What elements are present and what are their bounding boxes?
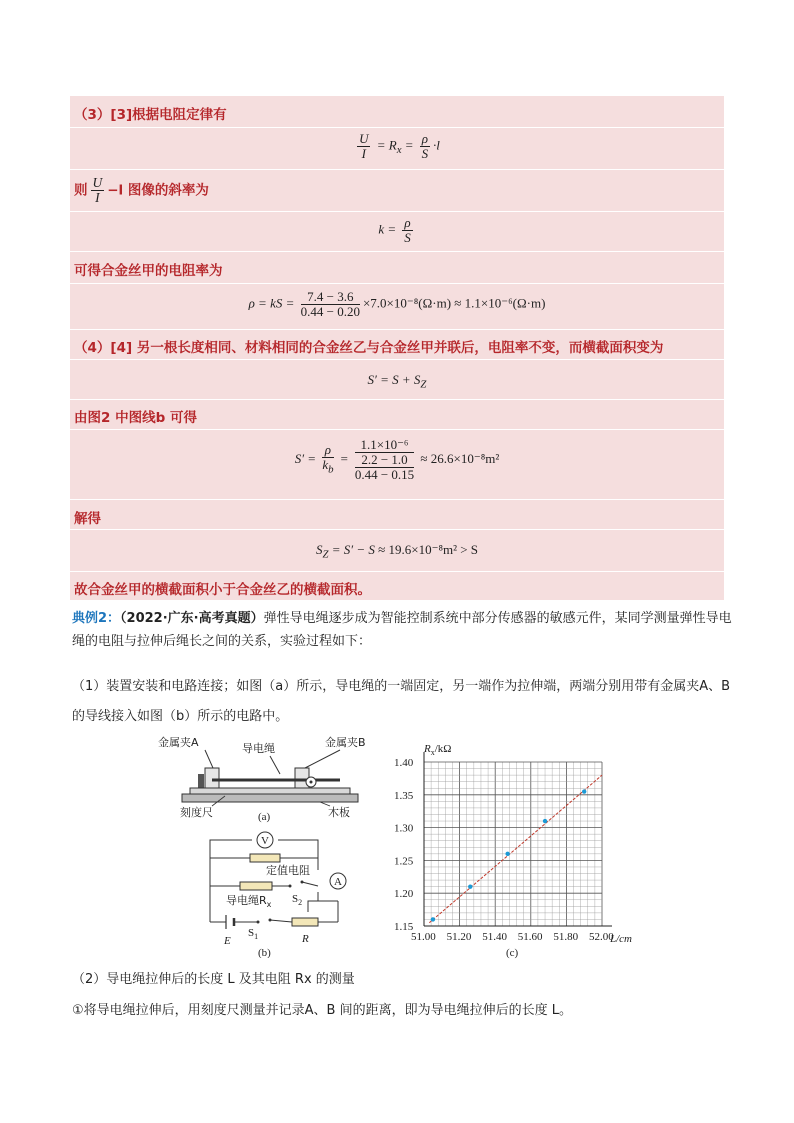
- data-point: [431, 917, 435, 921]
- solution-row: [70, 251, 724, 283]
- equation-5: S′ = $\frac{\rho}{k_b}$ = $\frac{\text{1.1×10⁻⁶}}{\frac{2.2 - 1.0}{0.44 - 0.15}}$ ≈ 26.6×10⁻⁸m²: [294, 437, 500, 482]
- solution-row: [70, 529, 724, 571]
- board: [182, 794, 358, 802]
- solution-row: [70, 399, 724, 429]
- part4-heading: （4）[4] 另一根长度相同、材料相同的合金丝乙与合金丝甲并联后，电阻率不变，而横截面积变为: [74, 340, 664, 356]
- board-label: 木板: [328, 806, 350, 819]
- example-source: （2022·广东·高考真题）: [120, 611, 264, 626]
- y-axis-label: $R_x/k\Omega$: [424, 743, 452, 757]
- svg-text:A: A: [334, 876, 342, 888]
- fixed-resistor: [250, 854, 280, 862]
- rope-resistor-label: 导电绳$R_x$: [226, 894, 272, 909]
- clip-a-label: 金属夹A: [158, 736, 199, 749]
- solution-row: [70, 283, 724, 329]
- fixed-resistor-label: 定值电阻: [266, 864, 310, 877]
- solution-panel: [70, 95, 724, 600]
- rope-pointer: [270, 756, 280, 774]
- fit-line-group: [429, 775, 602, 923]
- solution-row: [70, 359, 724, 399]
- x-tick-label: 52.00: [589, 931, 614, 943]
- solution-row: [70, 169, 724, 211]
- example-intro-text: 弹性导电绳逐步成为智能控制系统中部分传感器的敏感元件，某同学测量弹性导电绳的电阻与拉伸后绳长之间的关系，实验过程如下：: [72, 611, 732, 649]
- clip-a-wire: [205, 750, 213, 768]
- y-tick-label: 1.25: [394, 855, 414, 868]
- data-point: [505, 852, 509, 856]
- ruler: [190, 788, 350, 794]
- x-tick-label: 51.20: [446, 931, 472, 943]
- data-point: [582, 789, 586, 793]
- solution-row: [70, 95, 724, 127]
- chart-axes: [394, 752, 614, 943]
- solution-row: [70, 429, 724, 499]
- equation-6: $S_Z = S' - S \approx 19.6\times 10^{-8}m^2 > S$: [315, 542, 479, 561]
- solution-row: [70, 499, 724, 529]
- x-tick-label: 51.40: [482, 931, 507, 943]
- step2a-text: ①将导电绳拉伸后，用刻度尺测量并记录A、B 间的距离，即为导电绳拉伸后的长度 L。: [72, 1003, 572, 1018]
- figure-c-chart: [388, 736, 648, 962]
- example-intro: [72, 607, 732, 653]
- x-tick-label: 51.00: [411, 931, 436, 943]
- clip-b-label: 金属夹B: [325, 736, 366, 749]
- figure-b-circuit: [180, 826, 370, 958]
- x-tick-label: 51.80: [553, 931, 579, 943]
- y-tick-label: 1.15: [394, 921, 414, 933]
- rheostat-label: R: [302, 933, 309, 945]
- part3-heading: （3）[3]根据电阻定律有: [74, 107, 227, 123]
- figure-a-caption: (a): [258, 811, 271, 823]
- step1-text: （1）装置安装和电路连接；如图（a）所示，导电绳的一端固定，另一端作为拉伸端，两端分别用带有金属夹A、B 的导线接入如图（b）所示的电路中。: [72, 679, 731, 724]
- x-axis-label: L/cm: [610, 933, 632, 945]
- figure-b-caption: (b): [258, 947, 271, 958]
- solution-row: [70, 211, 724, 251]
- fit-line: [429, 775, 602, 923]
- svg-text:V: V: [261, 835, 269, 847]
- data-point: [468, 884, 472, 888]
- equation-1: $\frac{U}{I}$ = $R_x$ = $\frac{\rho}{S}$ ·l: [359, 131, 440, 161]
- example-label: 典例2：: [72, 611, 121, 626]
- slope-text: 则 $\frac{U}{I}$ −l 图像的斜率为: [74, 175, 209, 205]
- rope-label: 导电绳: [242, 742, 275, 755]
- ruler-label: 刻度尺: [180, 806, 213, 819]
- rheostat: [292, 918, 318, 926]
- conclusion-text: 故合金丝甲的横截面积小于合金丝乙的横截面积。: [74, 582, 371, 598]
- switch-s1-label: $S_1$: [248, 927, 259, 941]
- x-tick-label: 51.60: [517, 931, 543, 943]
- data-point: [543, 819, 547, 823]
- equation-3: ρ = kS = $\frac{7.4 - 3.6}{0.44 - 0.20}$ ×7.0×10⁻⁸(Ω·m) ≈ 1.1×10⁻⁶(Ω·m): [248, 289, 546, 319]
- solve-text: 解得: [74, 511, 101, 527]
- y-tick-label: 1.30: [394, 822, 414, 835]
- equation-2: k = $\frac{\rho}{S}$: [378, 215, 411, 245]
- resistivity-text: 可得合金丝甲的电阻率为: [74, 263, 223, 279]
- emf-label: E: [224, 935, 231, 947]
- figure-a: [150, 730, 380, 825]
- solution-row: [70, 571, 724, 600]
- solution-row: [70, 329, 724, 359]
- y-tick-label: 1.20: [394, 888, 414, 901]
- y-tick-label: 1.40: [394, 757, 414, 769]
- figure2-text: 由图2 中图线b 可得: [74, 410, 197, 426]
- clip-b-wire: [305, 750, 340, 768]
- y-tick-label: 1.35: [394, 789, 414, 802]
- figure-c-caption: (c): [506, 947, 519, 959]
- rope-resistor: [240, 882, 272, 890]
- solution-row: [70, 127, 724, 169]
- chart-grid: [424, 762, 602, 926]
- switch-s2-label: $S_2$: [292, 893, 303, 907]
- equation-4: $S' = S + S_Z$: [367, 372, 427, 391]
- step2-text: （2）导电绳拉伸后的长度 L 及其电阻 Rx 的测量: [72, 972, 355, 987]
